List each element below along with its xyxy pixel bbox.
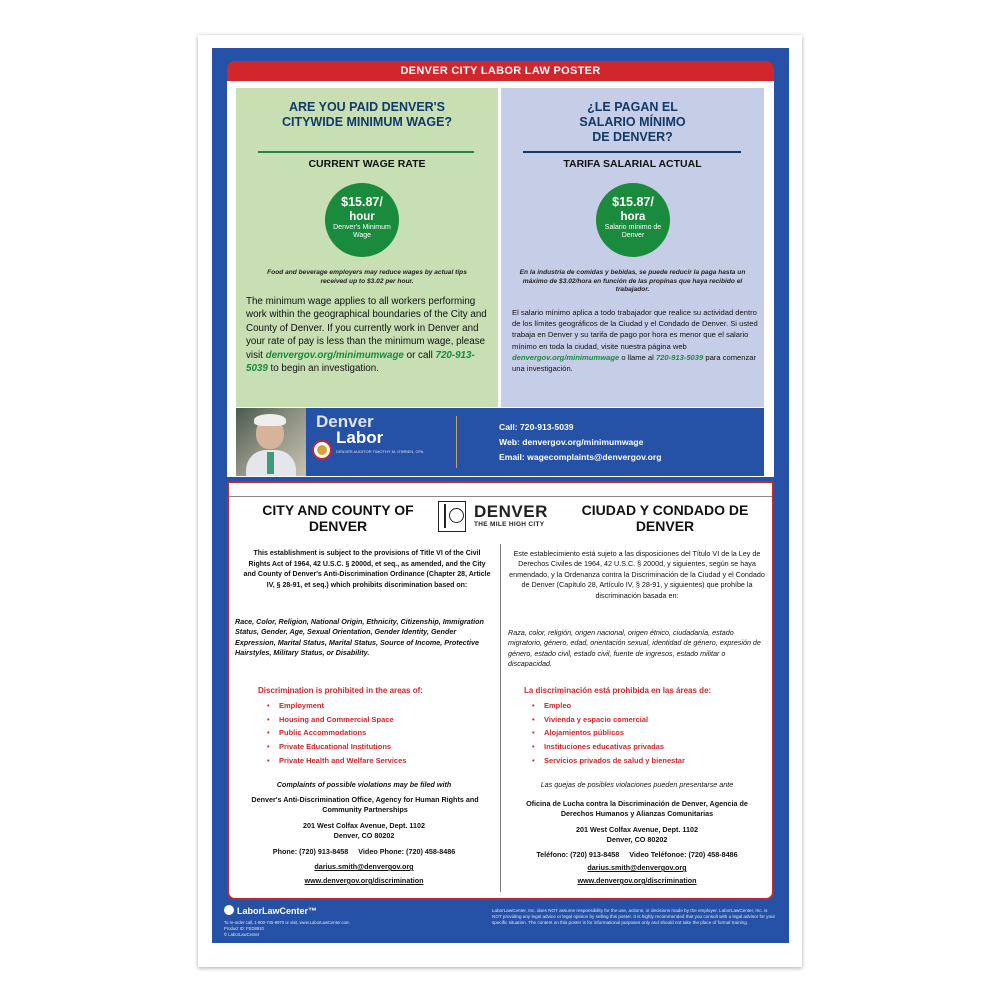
- laborlawcenter-logo-text: LaborLawCenter™: [237, 906, 318, 916]
- english-wage-badge: [325, 183, 399, 257]
- english-body: [246, 295, 491, 375]
- list-item: • Employment: [267, 699, 406, 713]
- denver-logo-name: DENVER: [474, 502, 548, 521]
- spanish-phone[interactable]: 720-913-5039: [655, 352, 704, 362]
- english-rate-label: CURRENT WAGE RATE: [308, 158, 426, 170]
- english-phone[interactable]: 720-913-5039: [246, 349, 475, 375]
- list-item: • Vivienda y espacio comercial: [532, 713, 685, 727]
- spanish-divider: [523, 151, 741, 153]
- english-wage-link[interactable]: denvergov.org/minimumwage: [265, 349, 404, 361]
- notice-top-rule: [229, 496, 772, 497]
- spanish-areas-heading: La discriminación está prohibida en las áreas de:: [524, 686, 712, 695]
- list-item: • Servicios privados de salud y bienestar: [532, 754, 685, 768]
- poster-title: DENVER CITY LABOR LAW POSTER: [227, 61, 774, 81]
- denver-logo-tagline: THE MILE HIGH CITY: [474, 521, 545, 528]
- laborlawcenter-logo-icon: [224, 905, 234, 915]
- spanish-wage-unit: hora: [620, 211, 646, 223]
- spanish-rate-label: TARIFA SALARIAL ACTUAL: [563, 158, 702, 170]
- footer-product-id: Product ID: FED8910: [224, 926, 264, 931]
- english-areas-list: [267, 699, 406, 768]
- spanish-complaints-line: Las quejas de posibles violaciones pueden presentarse ante: [540, 780, 734, 789]
- notice-title-spanish: CIUDAD Y CONDADO DE DENVER: [581, 502, 749, 534]
- spanish-notice-intro: Este establecimiento está sujeto a las disposiciones del Título VI de la Ley de Derechos Civiles de 1964, 42 U.S.C. § 2000d, y siguientes, según se haya enmendado, y la Ordenanza contra la Discriminación de la Ciudad y el Condado de Denver (Capítulo 28, Artículo IV, § 28-91, y siguientes) que prohíbe la discriminación basada en:: [509, 549, 765, 600]
- denver-logo: [438, 501, 562, 533]
- spanish-areas-list: [532, 699, 685, 768]
- english-web-link[interactable]: www.denvergov.org/discrimination: [304, 876, 424, 885]
- spanish-wage-caption: Salario mínimo de Denver: [604, 224, 662, 239]
- spanish-wage-badge: [596, 183, 670, 257]
- english-complaints-line: Complaints of possible violations may be filed with: [276, 780, 452, 789]
- spanish-phones: Teléfono: (720) 913-8458 Video Teléfonoe: (720) 458-8486: [536, 850, 738, 859]
- auditor-seal-icon: [312, 440, 332, 460]
- english-email-link[interactable]: darius.smith@denvergov.org: [314, 862, 414, 871]
- english-wage-unit: hour: [349, 211, 375, 223]
- english-areas-heading: Discrimination is prohibited in the areas of:: [258, 686, 423, 695]
- english-notice-intro: This establishment is subject to the provisions of Title VI of the Civil Rights Act of 1964, 42 U.S.C. § 2000d, et seq., as amended, and the City and County of Denver's Anti-Discrimination Ordinance (Chapter 28, Article IV, § 28-91, et seq.) which prohibits discrimination based on:: [243, 550, 491, 589]
- footer-copyright: © LaborLawCenter: [224, 932, 260, 937]
- spanish-tail: para comenzar una investigación.: [512, 352, 757, 374]
- contact-email[interactable]: Email: wagecomplaints@denvergov.org: [499, 452, 662, 462]
- english-address-line1: 201 West Colfax Avenue, Dept. 1102: [303, 821, 425, 830]
- english-protected-bases: Race, Color, Religion, National Origin, Ethnicity, Citizenship, Immigration Status, Gender, Age, Sexual Orientation, Gender Identity, Gender Expression, Marital Status, Marital Status, Source of Income, Protective Hairstyles, Military Status, or Disability.: [235, 617, 484, 657]
- denver-labor-logo-line1: Denver: [316, 412, 374, 431]
- spanish-protected-bases: Raza, color, religión, origen nacional, origen étnico, ciudadanía, estado migratorio, género, edad, orientación sexual, identidad de género, expresión de género, estado civil, estado civil, fuente de ingresos, estado militar o discapacidad.: [508, 628, 761, 668]
- footer-reorder: To re-order call, 1-800-745-9970 or visit, www.LaborLawCenter.com: [224, 920, 350, 925]
- spanish-wage-amount: $15.87/: [612, 195, 654, 209]
- list-item: • Public Accommodations: [267, 726, 406, 740]
- list-item: • Empleo: [532, 699, 685, 713]
- spanish-address-line2: Denver, CO 80202: [606, 835, 668, 844]
- list-item: • Housing and Commercial Space: [267, 713, 406, 727]
- english-body-text: The minimum wage applies to all workers performing work within the geographical boundaries of the City and County of Denver. If you currently work in Denver and your rate of pay is less than the minimum wage, please visit: [246, 296, 487, 361]
- denver-labor-contact-bar: [236, 408, 764, 476]
- english-question: ARE YOU PAID DENVER'S CITYWIDE MINIMUM WAGE?: [281, 100, 453, 129]
- spanish-office: Oficina de Lucha contra la Discriminación de Denver, Agencia de Derechos Humanos y Alianzas Comunitarias: [526, 799, 748, 819]
- english-wage-panel: [236, 88, 498, 407]
- spanish-wage-link[interactable]: denvergov.org/minimumwage: [512, 352, 620, 362]
- spanish-body-text: El salario mínimo aplica a todo trabajador que realice su actividad dentro de los límites geográficos de la Ciudad y el Condado de Denver. Si usted trabaja en Denver y su tarifa de pago por hora es menor que el salario mínimo en toda la ciudad, visite nuestra página web: [512, 308, 758, 351]
- list-item: • Instituciones educativas privadas: [532, 740, 685, 754]
- auditor-photo: [236, 408, 306, 476]
- laborlawcenter-logo: [224, 905, 317, 916]
- spanish-address-line1: 201 West Colfax Avenue, Dept. 1102: [576, 825, 698, 834]
- notice-title-english: CITY AND COUNTY OF DENVER: [262, 502, 414, 534]
- contact-call[interactable]: Call: 720-913-5039: [499, 422, 574, 432]
- denver-labor-logo-line2: Labor: [336, 428, 384, 447]
- contact-web[interactable]: Web: denvergov.org/minimumwage: [499, 437, 644, 447]
- english-divider: [258, 151, 474, 153]
- denver-logo-icon: [438, 501, 466, 532]
- english-tail: to begin an investigation.: [270, 363, 379, 375]
- english-address-line2: Denver, CO 80202: [333, 831, 395, 840]
- spanish-question: ¿LE PAGAN EL SALARIO MÍNIMO DE DENVER?: [579, 100, 686, 144]
- notice-center-divider: [500, 544, 501, 892]
- english-or-call: or call: [406, 349, 433, 361]
- english-office: Denver's Anti-Discrimination Office, Agency for Human Rights and Community Partnerships: [251, 795, 479, 815]
- english-phones: Phone: (720) 913-8458 Video Phone: (720) 458-8486: [272, 847, 456, 856]
- english-tip-note: Food and beverage employers may reduce wages by actual tips received up to $3.02 per hour.: [267, 269, 467, 285]
- spanish-email-link[interactable]: darius.smith@denvergov.org: [587, 863, 687, 872]
- list-item: • Private Health and Welfare Services: [267, 754, 406, 768]
- list-item: • Private Educational Institutions: [267, 740, 406, 754]
- english-wage-amount: $15.87/: [341, 195, 383, 209]
- spanish-tip-note: En la industria de comidas y bebidas, se puede reducir la paga hasta un máximo de $3.02/hora en función de las propinas que haya recibido el trabajador.: [519, 269, 746, 293]
- footer-disclaimer: LaborLawCenter, Inc. does NOT assume responsibility for the use, actions, or decisions made by the employer. LaborLawCenter, Inc. is NOT providing any legal advice or legal opinion by selling this poster. It is highly recommended that you consult with a legal advisor for your specific situation. The content on this poster is for informational purposes only and should not take the place of formal training.: [492, 908, 776, 925]
- list-item: • Alojamientos públicos: [532, 726, 685, 740]
- english-wage-caption: Denver's Minimum Wage: [333, 224, 391, 239]
- spanish-wage-panel: [501, 88, 764, 407]
- spanish-body: [512, 307, 758, 374]
- spanish-web-link[interactable]: www.denvergov.org/discrimination: [577, 876, 697, 885]
- contact-divider: [456, 416, 457, 468]
- auditor-name: DENVER AUDITOR TIMOTHY M. O'BRIEN, CPA: [336, 449, 424, 454]
- spanish-or-call: o llame al: [621, 352, 654, 362]
